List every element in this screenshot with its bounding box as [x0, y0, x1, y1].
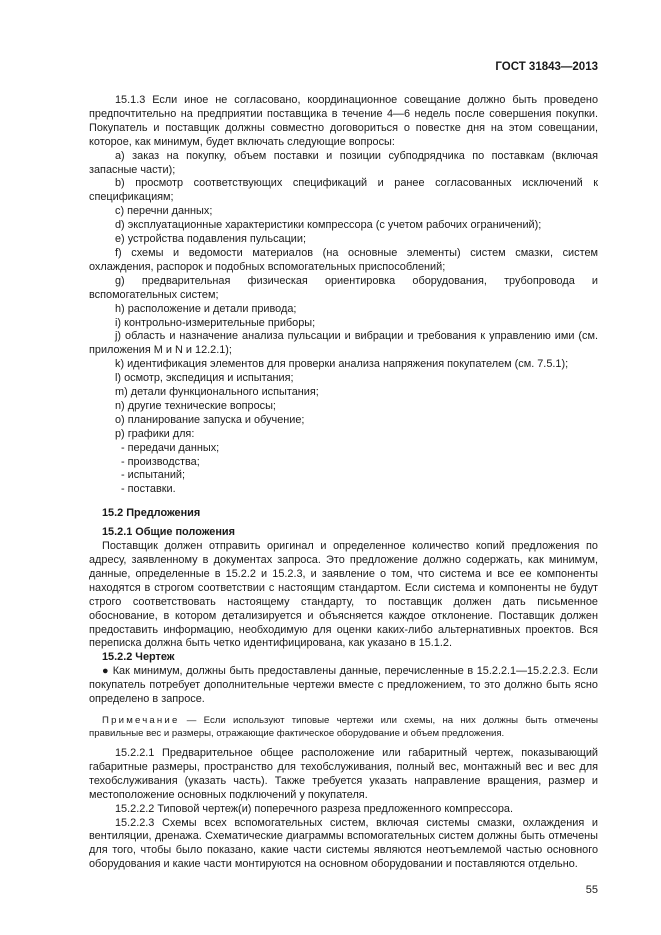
list-item: g) предварительная физическая ориентировка оборудования, трубопровода и вспомогательных систем; — [89, 274, 598, 301]
list-item: h) расположение и детали привода; — [115, 302, 297, 315]
list-item: n) другие технические вопросы; — [115, 399, 276, 412]
document-code: ГОСТ 31843—2013 — [495, 61, 598, 73]
page-body — [89, 94, 598, 872]
list-item: j) область и назначение анализа пульсации и вибрации и требования к управлению ими (см. приложения M и N и 12.2.1); — [89, 330, 598, 357]
list-item: d) эксплуатационные характеристики компрессора (с учетом рабочих ограничений); — [115, 219, 542, 232]
section-heading-15-2-1: 15.2.1 Общие положения — [102, 526, 235, 539]
sub-list-item: - испытаний; — [121, 469, 186, 482]
list-item: m) детали функционального испытания; — [115, 386, 319, 399]
section-heading-15-2: 15.2 Предложения — [102, 507, 201, 520]
paragraph-15-2-2: ● Как минимум, должны быть предоставлены данные, перечисленные в 15.2.2.1—15.2.2.3. Если покупатель потребует дополнительные чертежи вместе с предложением, то это должно быть ясно определено в запросе. — [89, 665, 598, 706]
list-item: l) осмотр, экспедиция и испытания; — [115, 372, 294, 385]
list-item: f) схемы и ведомости материалов (на основные элементы) систем смазки, систем охлаждения, распорок и подобных вспомогательных приспособлений; — [89, 246, 598, 273]
paragraph-15-2-1: Поставщик должен отправить оригинал и определенное количество копий предложения по адресу, заявленному в документах запроса. Это предложение должно содержать, как минимум, данные, определенные в 15.2.2 и 15.2.3, и заявление о том, что система и все ее компоненты находятся в строгом соответствии с настоящим стандартом. Если система и компоненты не будут строго соответствовать настоящему стандарту, то поставщик должен дать письменное обоснование, в котором детализируется и объясняется каждое отклонение. Поставщик должен предоставить информацию, необходимую для оценки каких-либо альтернативных проектов. Вся переписка должна быть четко идентифицирована, как указано в 15.1.2. — [89, 540, 598, 650]
list-item: e) устройства подавления пульсации; — [115, 233, 307, 246]
note-label: Примечание — [102, 714, 180, 726]
sub-list-item: - поставки. — [121, 483, 176, 496]
sub-list-item: - передачи данных; — [121, 441, 220, 454]
paragraph-15-2-2-3: 15.2.2.3 Схемы всех вспомогательных систем, включая системы смазки, охлаждения и вентиляции, дренажа. Схематические диаграммы вспомогательных систем должны быть отмечены для того, чтобы было показано, какие части системы являются неотъемлемой частью основного оборудования и какие части монтируются на основном оборудовании и поставляются отдельно. — [89, 816, 598, 871]
note — [89, 714, 598, 740]
note-text: — Если используют типовые чертежи или схемы, на них должны быть отмечены правильные вес и размеры, отражающие фактическое оборудование и объем предложения. — [89, 714, 598, 739]
page-number: 55 — [585, 884, 598, 897]
list-item: b) просмотр соответствующих спецификаций и ранее согласованных исключений к спецификациям; — [89, 177, 598, 204]
paragraph-15-1-3: 15.1.3 Если иное не согласовано, координационное совещание должно быть проведено предпочтительно на предприятии поставщика в течение 4—6 недель после совершения покупки. Покупатель и поставщик должны совместно договориться о повестке дня на этом совещании, которое, как минимум, будет включать следующие вопросы: — [89, 94, 598, 148]
paragraph-15-2-2-2: 15.2.2.2 Типовой чертеж(и) поперечного разреза предложенного компрессора. — [115, 802, 514, 815]
list-item: k) идентификация элементов для проверки анализа напряжения покупателем (см. 7.5.1); — [115, 358, 569, 371]
list-item: а) заказ на покупку, объем поставки и позиции субподрядчика по поставкам (включая запасные части); — [89, 149, 598, 176]
section-heading-15-2-2: 15.2.2 Чертеж — [102, 651, 175, 664]
sub-list-item: - производства; — [121, 455, 200, 468]
paragraph-15-2-2-1: 15.2.2.1 Предварительное общее расположение или габаритный чертеж, показывающий габаритные размеры, пространство для техобслуживания, полный вес, монтажный вес и вес для техобслуживания (указать часть). Также требуется указать направление вращения, размер и местоположение основных подключений у покупателя. — [89, 746, 598, 801]
list-item: i) контрольно-измерительные приборы; — [115, 316, 316, 329]
list-item: c) перечни данных; — [115, 205, 213, 218]
list-item: o) планирование запуска и обучение; — [115, 413, 305, 426]
list-item: p) графики для: — [115, 427, 195, 440]
